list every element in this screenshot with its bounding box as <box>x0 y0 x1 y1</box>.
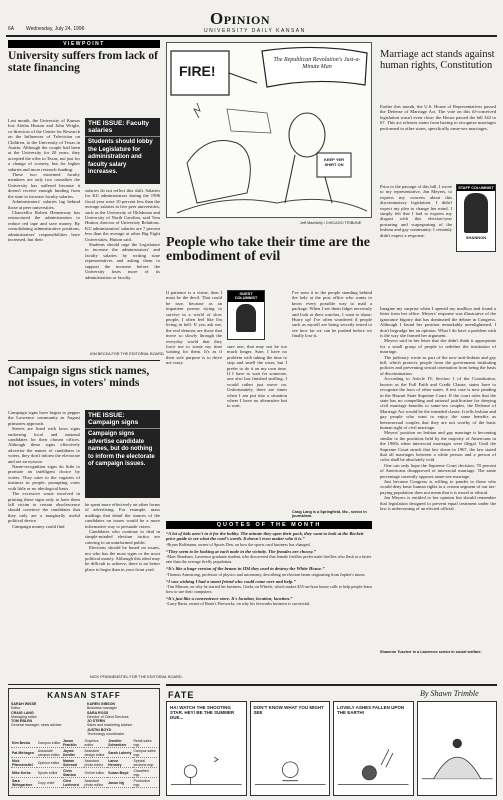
staff-name: CRAIG LANG <box>11 710 34 715</box>
staff-row-role: Graphics editor <box>84 738 108 748</box>
staff-row-role: Associate campus editor <box>37 748 62 758</box>
staff-row-role: Sports editor <box>37 768 62 778</box>
marriage-body-6: According to Article IV, Section 1 of the Constitution, known as the Full Faith and Credit Clause, states have to recognize the laws of other states. A test case is now pending in the Hawaii State Supreme Court. If the court rules that the state has no compelling and rational justification for denying civil marriage benefits to same-sex couples, the Defense of Marriage Act would be the intended clause. It tells lesbian and gay people who want to enjoy the same benefits as heterosexual couples that they are not worthy of the basic human right of civil marriage. <box>380 376 496 430</box>
comic-title: FATE <box>168 690 195 700</box>
comic-panel-1 <box>166 701 247 796</box>
staff-row-name: Sarah Laherty <box>107 748 132 758</box>
viewpoint-body-5: salaries do not reflect this shift. Salaries for KU administrators during the 1996 fiscal year were 10 percent less than the average salaries at five peer universities, such as the University of Oklahoma and University of North Carolina, said Tom Hutton, director of University Relations. KU administrators' salaries are 7 percent less than the average at other Big Eight Universities, Hutton said. <box>85 188 160 242</box>
viewpoint-editorial <box>8 40 160 74</box>
editorial-cartoon <box>166 42 372 218</box>
staff-name: SARAH WISSE <box>11 702 37 706</box>
marriage-body-1: Earlier this month, the U.S. House of Representatives passed the Defense of Marriage Act. The vote on this ill-conceived legislation wasn't even close; the House passed the bill 342 to 67. This act releases states from having to recognize marriages performed in other states, specifically same-sex marriages. <box>380 104 496 131</box>
quotes-list <box>166 531 372 681</box>
staff-role: Managing editor <box>11 714 37 719</box>
staff-role: Editor <box>11 706 21 711</box>
marriage-col-top <box>380 104 496 184</box>
campaign-byline: NICK PFANNENSTIEL FOR THE EDITORIAL BOARD. <box>90 675 183 679</box>
staff-row-role: Special sections mgr. <box>133 758 158 768</box>
staff-role: Sales and marketing adviser <box>87 723 133 728</box>
quote-item <box>166 596 372 606</box>
campaign-issue-box <box>85 410 160 498</box>
staff-row-name: Nick Pfannenstiel <box>11 758 37 768</box>
staff-table <box>11 738 157 788</box>
staff-row-name: Chris Stanton <box>62 768 84 778</box>
campaign-body-2: Streets are lined with lawn signs endorsing local and national candidates for their chosen offices. Although these signs effectively advertise the names of candidates to voters, they don't inform the electorate and are an eyesore. <box>8 426 80 464</box>
viewpoint-body-3: Administrators' salaries lag behind those at peer universities. <box>8 199 80 210</box>
column-col2 <box>227 344 287 514</box>
comic-panel-3-text: LOVELY ASHES FALLEN UPON THE EARTH! <box>337 705 405 716</box>
quote-text: “They seem to be looking at each male in the vicinity. The females are choosy.” <box>166 548 316 554</box>
comic-panel-2-text: DON'T KNOW WHAT YOU MIGHT SEE <box>253 705 324 716</box>
campaign-rule <box>8 684 160 685</box>
marriage-headline: Marriage act stands against human rights, Constitution <box>380 49 495 71</box>
staff-row <box>11 768 157 778</box>
issue-date: Wednesday, July 24, 1996 <box>26 26 85 32</box>
quote-attribution: -Bryan Hoffmann, owner of Sports Den, on how the sports card business has changed. <box>166 541 311 547</box>
marriage-col-main <box>380 306 496 646</box>
header-rule <box>6 35 497 37</box>
staff-row-name: Clint Loehnerd <box>62 778 84 788</box>
guest-columnist-box <box>227 290 265 340</box>
staff-row-role: Campus sales mgr. <box>133 748 156 757</box>
staff-row-name: Marian Schrand <box>62 758 84 768</box>
staff-columnist-box <box>456 184 496 252</box>
staff-name: JO STERN <box>87 719 105 724</box>
staff-row-role: Online editor <box>84 768 108 778</box>
staff-name: KAREN GIBSON <box>87 702 115 706</box>
campaign-body-4: The excessive waste involved in printing these signs only to have them fall victim to certain obsolescence should convince the candidates that they only are a marginally useful political device. <box>8 491 80 524</box>
staff-role: Technology coordinator <box>87 732 125 737</box>
viewpoint-byline: KIM BECKA FOR THE EDITORIAL BOARD. <box>90 352 165 356</box>
viewpoint-col1 <box>8 118 80 350</box>
paper-name: UNIVERSITY DAILY KANSAN <box>204 28 306 34</box>
staff-row-name: Jennifer Schweitzer <box>107 738 132 748</box>
staff-name: TOM EBLEN <box>11 719 33 724</box>
quote-item <box>166 531 372 547</box>
staff-row-role: Assistant photo editor <box>84 778 108 788</box>
staff-row <box>11 758 157 768</box>
cartoon-sign: KEEP YER SHIRT ON <box>323 157 345 167</box>
staff-title: KANSAN STAFF <box>47 691 121 700</box>
quote-item <box>166 579 372 594</box>
staff-row-role: Copy chief <box>37 778 62 788</box>
staff-row-name: Mike Kerbs <box>11 768 37 778</box>
columnist-photo <box>464 193 488 233</box>
marriage-col-left <box>380 184 452 304</box>
viewpoint-body-1: Last month, the University of Kansas lost Aletha Huston and John Wright, co-directors of the Center for Research on the Influences of Television on Children, to the University of Texas in Austin. Although the couple had been at the University for 20 years, they accepted the offer in Texas, not just for a change of scenery, but for higher salaries and more research funding. <box>8 118 80 172</box>
viewpoint-col2 <box>85 188 160 350</box>
comic-panel-1-text: HA! WATCH THE SHOOTING STAR. HEY! BE THE SUMMER DUE... <box>170 705 235 721</box>
campaign-col2 <box>85 502 160 668</box>
campaign-body-7: Candidates who continue to deal in simple-minded election tactics are catering to an uninformed public. <box>85 529 160 545</box>
comic-panel-4 <box>417 701 498 796</box>
column-headline: People who take their time are the embodiment of evil <box>166 235 370 265</box>
staff-row <box>11 748 157 758</box>
quote-text: “A lot of kids aren't in it for the hobby. The minute they open their pack, they want to look at the Beckett price guide to see what the card's worth. It doesn't even matter who it is.” <box>166 531 364 542</box>
marriage-body-2: Prior to the passage of this bill, I wrote to my representative, Jan Meyers, to express my concern about this discriminatory legislation. I didn't expect my plea to change her mind. I simply felt that I had to express my disgust with this election-year posturing and scapegoating of the lesbian and gay community. I certainly didn't expect a response. <box>380 184 452 238</box>
quotes-bottom-rule <box>166 684 497 686</box>
viewpoint-body-6: Students should urge the Legislature to increase the administrators' and faculty salaries by writing state representatives and asking them to support the increase before the University loses more of its administration or faculty. <box>85 242 160 280</box>
cartoon-speech-fire: FIRE! <box>179 63 216 79</box>
campaign-issue-title: THE ISSUE: Campaign signs <box>85 410 160 429</box>
marriage-body-8: One can only hope the Supreme Court decision, 70 percent of Americans disapproved of interracial marriage. The same percentage currently opposes same-sex marriage. <box>380 462 496 479</box>
viewpoint-headline: University suffers from lack of state financing <box>8 50 158 74</box>
campaign-body-1: Campaign signs have begun to pepper the Lawrence community as August primaries approach. <box>8 410 80 426</box>
quote-attribution: -Marc Branham, Lawrence graduate student, who discovered that female fireflies prefer male fireflies who flash at a faster rate than the average firefly population. <box>166 554 372 565</box>
section-title: Opinion <box>210 9 271 28</box>
viewpoint-issue-title: THE ISSUE: Faculty salaries <box>85 118 160 137</box>
marriage-body-4: Meyers said in her letter that she didn't think it appropriate for a small group of people to redefine the institution of marriage. <box>380 338 496 355</box>
marriage-body-5: The judiciary wrote as part of the new anti-lesbian and gay bill, which protects people from the government instituting policies and preventing sexual orientation from being the basis of discrimination. <box>380 354 496 376</box>
comic-panel-2 <box>250 701 331 796</box>
staff-row-role: Retail sales mgr. <box>133 738 158 748</box>
staff-row-name: Sara Weingartner <box>11 778 37 788</box>
staff-row-name: Jayme Dentler <box>62 748 84 758</box>
quote-text: “It's like a huge version of the beams in ID4 they used to destroy the White House.” <box>166 566 325 572</box>
staff-box <box>8 688 160 796</box>
viewpoint-body-2: These two esteemed faculty members are only two casualties the University has suffered because it doesn't receive enough funding from the state to increase faculty salaries. <box>8 172 80 199</box>
cartoon-banner: The Republican Revolution's Just-a-Minute Man <box>273 57 361 70</box>
campaign-body-5: Campaign money could find <box>12 523 65 529</box>
viewpoint-issue-box <box>85 118 160 184</box>
column-col3 <box>292 290 372 508</box>
staff-role: General manager, news adviser <box>11 723 62 728</box>
column-text-3: I've seen it in the people standing behind the lady at the post office who wants to know every possible way to mail a package. When I see them fidget nervously and look at their watches, I want to shout: Hurry up! I've often wondered if people such as myself are being secretly tested to see how far we can be pushed before we finally lose it. <box>292 290 372 339</box>
staff-row-name: Susan Boyd <box>107 768 132 778</box>
staff-row-role: Assistant design editor <box>84 748 108 758</box>
staff-row-name: Lance Hensley <box>107 758 132 768</box>
staff-name: JUSTIN BOYD <box>87 727 112 732</box>
comic-panel-3 <box>333 701 414 796</box>
column-byline: Craig Lang is a Springfield, Mo., senior in journalism. <box>292 510 367 519</box>
marriage-byline: Shannon Tuscher is a Lawrence senior in social welfare. <box>380 650 482 654</box>
viewpoint-label: VIEWPOINT <box>8 40 160 48</box>
staff-role: Director of Client Services <box>87 714 129 719</box>
cartoon-credit: Jeff MacNelly / CHICAGO TRIBUNE <box>300 221 362 225</box>
staff-row-role: Production mgr. <box>133 778 158 788</box>
staff-role: Business manager <box>87 706 117 711</box>
staff-row-role: Assistant photo editor <box>84 758 108 768</box>
marriage-body-3: Imagine my surprise when I opened my mailbox and found a letter from her office. Meyers' response was illustrative of the ignorance bigotry that has dominated the debate in Congress. Although I found her position remarkably unenlightened, I don't begrudge her an opinion. What I do have a problem with is the way she framed her argument. <box>380 306 496 339</box>
campaign-headline: Campaign signs stick names, not issues, in voters' minds <box>8 365 150 389</box>
campaign-issue-body: Campaign signs advertise candidate names, but do nothing to inform the electorate of campaign issues. <box>88 431 155 467</box>
column-col1 <box>166 290 222 514</box>
comic-credit: By Shawn Trimble <box>420 689 479 698</box>
viewpoint-body-4: Chancellor Robert Hemenway has restructured the administration to reduce red tape and save money. By consolidating administrative positions, administrators' responsibilities have increased, but their <box>8 209 80 242</box>
marriage-body-9: Just because Congress is willing to pander to those who would deny basic human rights to a certain segment of our tax-paying population does not mean that it is moral or ethical. <box>380 479 496 495</box>
comic-panel-2-art <box>251 735 330 795</box>
quote-text: “It's just like a convenience store. It's location, location, location.” <box>166 596 293 602</box>
staff-row-name: Kim Becka <box>11 738 37 748</box>
campaign-col1 <box>8 410 80 668</box>
campaign-body-6: be spent more effectively on other forms of advertising. For example, mass mailings that detail the stances of the candidates on issues would be a more informative way to persuade voters. <box>85 502 160 529</box>
campaign-body-3: Name-recognition signs do little to promote an intelligent choice by voters. They cater to the vagaries of instincts in people, prompting votes with little or no ideological basis. <box>8 464 80 491</box>
viewpoint-issue-body: Students should lobby the Legislature for administration and faculty salary increases. <box>88 139 153 175</box>
staff-row-name: Pat Mirhagen <box>11 748 37 758</box>
staff-row <box>11 778 157 788</box>
columnist-name: SHANNON <box>465 235 487 241</box>
comic-panel-3-art <box>334 735 413 795</box>
guest-columnist-label: GUEST COLUMNIST <box>228 291 264 302</box>
staff-row-name: Jason Ng <box>107 778 132 788</box>
quotes-header: QUOTES OF THE MONTH <box>166 521 372 529</box>
columnist-photo <box>236 304 256 332</box>
quote-item <box>166 566 372 576</box>
staff-name: SARA ROSS <box>87 710 109 715</box>
page-number: 6A <box>8 26 15 32</box>
staff-row-role: Opinion editor <box>37 758 62 768</box>
comic-panel-4-art <box>418 702 497 795</box>
staff-row-name: Jason Franklin <box>62 738 84 748</box>
quote-item <box>166 549 372 564</box>
staff-row-role: Classified mgr. <box>133 768 158 778</box>
comic-panel-1-art <box>167 735 246 795</box>
viewpoint-rule <box>8 360 160 361</box>
quote-attribution: -Larry Barta, owner of Barta's Fireworks, on why his fireworks business is successful. <box>166 601 311 607</box>
comic-strip <box>166 701 497 796</box>
column-text-2: sure one, that may not be too much longer. Sure, I have no problem with taking the time to stop and smell the roses, but I prefer to do it on my own time. If I have to wait for someone, one also has finished sniffing, I would rather just move on. Unfortunately, there are times when I am put into a situation where I have no alternative but to wait. <box>227 344 287 409</box>
marriage-body-10: Jan Meyers is entitled to her opinion but should remember that legislation designed to prevent equal treatment under the law is unbecoming of an elected official. <box>380 495 496 512</box>
column-text-1: If patience is a virtue, then I must be the devil. That could be true, because as an impatient person trying to survive in a world of slow people, I often feel like I'm living in hell. If you ask me, the real demons are those that move so slowly through the everyday world that they force me to waste my time waiting for them. It's as if their sole purpose is to drive me crazy. <box>166 290 222 366</box>
staff-row-role: Campus editor <box>37 738 62 748</box>
campaign-body-8: Elections should be based on issues, not who has the most signs or the most political money. Although this ideal may be difficult to achieve, there is no better place to begin than in your front yard. <box>85 545 160 572</box>
quote-text: “I was wishing I had a smart friend who could come over and help.” <box>166 578 296 584</box>
staff-row <box>11 738 157 748</box>
quote-attribution: -Thomas Armstrong, professor of physics and astronomy, describing an electron beam originating from Jupiter's moon. <box>166 571 366 577</box>
marriage-body-7: Meyers' position on lesbian and gay marriage is becoming similar to the positions held by the majority of Americans in the 1960s when interracial marriages were illegal. Until the Supreme Court struck that law down in 1967, the law stated that all marriages between a white person and a person of color shall be absolutely void. <box>380 430 496 463</box>
staff-columnist-label: STAFF COLUMNIST <box>458 186 494 190</box>
quote-attribution: -Tim Minson, on why he started his business, Geeks on Wheels, which makes $35-an-hour house calls to help people learn how to use their computers. <box>166 584 372 595</box>
